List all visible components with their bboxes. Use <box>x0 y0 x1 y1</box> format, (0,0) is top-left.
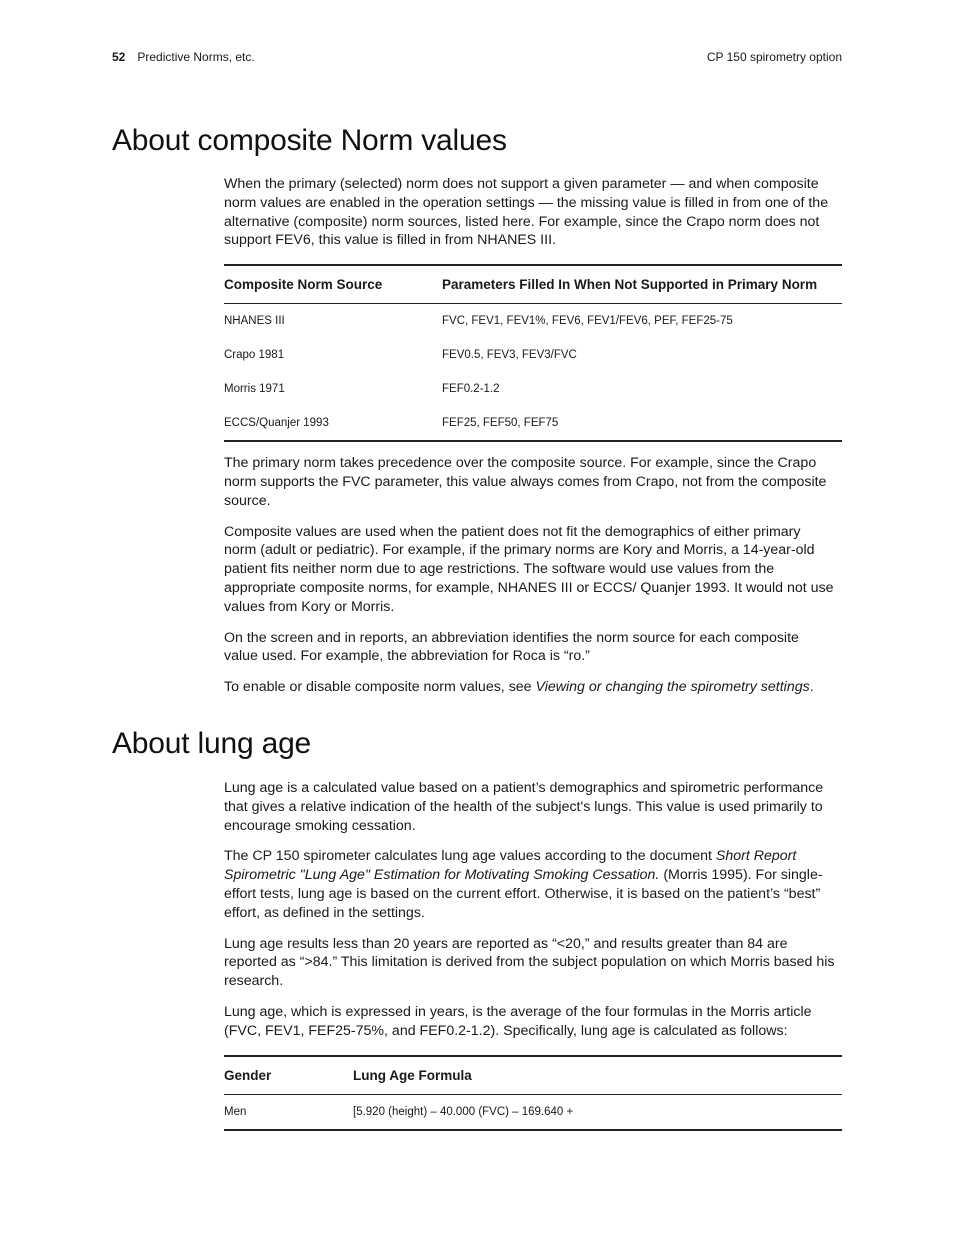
composite-norm-heading: About composite Norm values <box>112 124 507 157</box>
formula-intro-paragraph: Lung age, which is expressed in years, is the average of the four formulas in the Morris article (FVC, FEV1, FEF25-75%, and FEF0.2-1.2). Specifically, lung age is calculated as follows: <box>224 1003 812 1039</box>
composite-usage-paragraph: Composite values are used when the patient does not fit the demographics of either primary norm (adult or pediatric). For example, if the primary norms are Kory and Morris, a 14-year-old patient fits neither norm due to age restrictions. The software would use values from the appropriate composite norms, for example, NHANES III or ECCS/ Quanjer 1993. It would not use values from Kory or Morris. <box>224 523 834 615</box>
gender-cell: Men <box>224 1105 247 1118</box>
section-name: Predictive Norms, etc. <box>137 50 255 64</box>
column-header: Lung Age Formula <box>353 1056 842 1095</box>
table-row <box>224 338 842 372</box>
precedence-paragraph: The primary norm takes precedence over the composite source. For example, since the Crapo norm supports the FVC parameter, this value always comes from Crapo, not from the composite source. <box>224 455 827 509</box>
table-row <box>224 304 842 339</box>
enable-disable-paragraph: To enable or disable composite norm values, see Viewing or changing the spirometry settings. <box>224 679 814 696</box>
page-number: 52 <box>112 50 126 64</box>
lung-age-heading: About lung age <box>112 727 312 760</box>
norm-source-cell: Morris 1971 <box>224 383 285 396</box>
lung-age-formula-table <box>224 1055 842 1131</box>
column-header: Composite Norm Source <box>224 265 442 304</box>
document-title: Short Report Spirometric "Lung Age" Estimation for Motivating Smoking Cessation. <box>224 848 797 884</box>
composite-norm-section <box>224 175 836 697</box>
table-row <box>224 1094 842 1130</box>
parameters-cell: FEF25, FEF50, FEF75 <box>442 417 559 430</box>
settings-reference-link[interactable]: Viewing or changing the spirometry settings <box>535 679 810 696</box>
norm-source-cell: NHANES III <box>224 315 285 328</box>
table-header-row <box>224 265 842 304</box>
composite-intro: When the primary (selected) norm does not support a given parameter — and when composite norm values are enabled in the operation settings — the missing value is filled in from one of the alternative (composite) norm sources, listed here. For example, since the Crapo norm does not support FEV6, this value is filled in from NHANES III. <box>224 176 829 249</box>
table-row <box>224 372 842 406</box>
parameters-cell: FVC, FEV1, FEV1%, FEV6, FEV1/FEV6, PEF, FEF25-75 <box>442 315 733 328</box>
column-header: Parameters Filled In When Not Supported in Primary Norm <box>442 265 842 304</box>
running-header-left <box>112 50 255 64</box>
parameters-cell: FEV0.5, FEV3, FEV3/FVC <box>442 349 577 362</box>
lung-age-intro: Lung age is a calculated value based on a patient’s demographics and spirometric performance that gives a relative indication of the health of the subject's lungs. This value is used primarily to encourage smoking cessation. <box>224 780 824 834</box>
parameters-cell: FEF0.2-1.2 <box>442 383 500 396</box>
abbreviation-paragraph: On the screen and in reports, an abbreviation identifies the norm source for each composite value used. For example, the abbreviation for Roca is “ro.” <box>224 629 799 665</box>
table-header-row <box>224 1056 842 1095</box>
lung-age-section <box>224 779 836 1131</box>
column-header: Gender <box>224 1056 353 1095</box>
running-header-right: CP 150 spirometry option <box>706 50 842 64</box>
norm-source-cell: ECCS/Quanjer 1993 <box>224 417 329 430</box>
formula-cell: [5.920 (height) – 40.000 (FVC) – 169.640 + <box>353 1105 574 1118</box>
norm-source-cell: Crapo 1981 <box>224 349 285 362</box>
calculation-source-paragraph: The CP 150 spirometer calculates lung age values according to the document Short Report Spirometric "Lung Age" Estimation for Motivating Smoking Cessation. (Morris 1995). For single-effort tests, lung age is based on the current effort. Otherwise, it is based on the patient’s “best” effort, as defined in the settings. <box>224 848 823 921</box>
composite-norm-table <box>224 264 842 442</box>
limits-paragraph: Lung age results less than 20 years are reported as “<20,” and results greater than 84 are reported as “>84.” This limitation is derived from the subject population on which Morris based his research. <box>224 935 835 990</box>
table-row <box>224 406 842 441</box>
